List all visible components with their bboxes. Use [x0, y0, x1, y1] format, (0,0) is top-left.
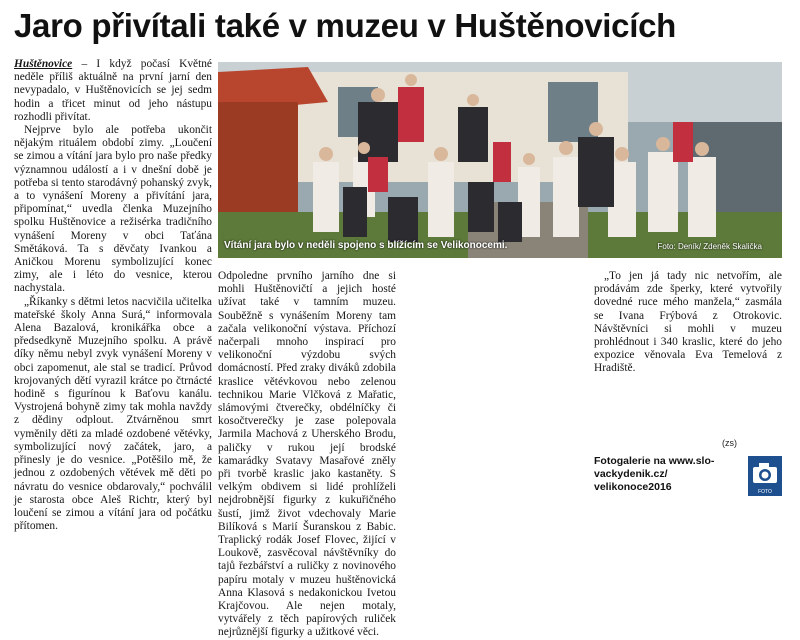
gallery-link-2[interactable]: vackydenik.cz/ [594, 468, 668, 480]
camera-icon-label: FOTO [758, 489, 772, 495]
photo-caption: Vítání jara bylo v neděli spojeno s blížícím se Velikonocemi. [224, 240, 508, 251]
article-paragraph-5: „To jen já tady nic netvořím, ale prodávám zde šperky, které vytvořily dovedné ruce mého manžela,“ zasmála se Ivana Frýbová z Otrokovic. Návštěvníci si mohli v muzeu prohlédnout i 340 kraslic, které do jeho expozice věnovala Eva Temelová z Hradiště. [594, 270, 782, 375]
article-paragraph-1: Huštěnovice – I když počasí Květné neděle příliš aktuálně na první jarní den nevypadalo, v Huštěnovicích se jej sedm hodin a třicet minut od jeho nástupu rozhodli přivítat. [14, 58, 212, 123]
author-tag: (zs) [722, 438, 737, 448]
article-paragraph-2: Nejprve bylo ale potřeba ukončit nějakým rituálem období zimy. „Loučení se zimou a vítání jara bylo pro naše předky významnou událostí a i v dnešní době je potřeba si tento starodávný pohanský zvyk, a to vynášení Moreny a přivítání jara, připomínat,“ uvedla členka Muzejního spolku Huštěnovice a režisérka tradičního vynášení Moreny v obci Taťána Smětáková. Ta s děvčaty Ivankou a Aničkou Morenu symbolizující konec zimy, ale i léto do vesnice, kterou nachystala. [14, 124, 212, 295]
gallery-label: Fotogalerie na [594, 455, 666, 467]
article-paragraph-4: Odpoledne prvního jarního dne si mohli Huštěnovičtí a jejich hosté užívat také v tamním muzeu. Souběžně s vynášením Moreny tam začala velikonoční výstava. Příchozí načerpali mnoho inspirací pro velikonoční výzdobu svých domácností. Před zraky diváků zdobila kraslice větévkovou nebo zelenou technikou Marie Vlčková z Mařatic, slámovými čtverečky, obdélníčky či kosočtverečky je zase polepovala Jarmila Machová z Uherského Brodu, paličky v rukou její brodské kamarádky Svatavy Masařové zněly při tvorbě kraslic jako kastaněty. S velkým obdivem si lidé prohlíželi nejdrobnější figurky z kukuřičného šustí, jimž život vdechovaly Marie Bilíková s Marií Šuranskou z Babic. Traplický rodák Josef Flovec, žijící v Loukově, zasvěcoval návštěvníky do tajů řezbářství a ruličky z novinového papíru motaly v muzeu huštěnovická Anna Klasová s nedakonickou Ivetou Krajčovou. Ale nejen motaly, vytvářely z těch papírových ruliček nejrůznější figurky a užitkové věci. [218, 270, 396, 639]
article-photo [218, 62, 782, 258]
article-column-2 [218, 270, 396, 639]
camera-icon [748, 456, 782, 496]
article-paragraph-3: „Říkanky s dětmi letos nacvičila učitelka mateřské školy Anna Surá,“ informovala Alena Bazalová, kronikářka obce a předsedkyně Muzejního spolku. A právě díky němu nebyl zvyk vynášení Moreny v obci zapomenut, ale stal se tradicí. Průvod krojovaných dětí vyrazil krátce po čtrnácté hodině s figurínou k Baťovu kanálu. Vystrojená bohyně zimy tak mohla navždy z dědiny odplout. Ztvárněnou smrt vyměnily děti za mladé ozdobené větévky, symbolizující nový začátek, jaro, a přinesly je do vesnice. „Potěšilo mě, že jednou z ozdobených větévek mě děti po návratu do vesnice obdarovaly,“ pochválil je starosta obce Aleš Richtr, který byl loučení se zimou a vítání jara od počátku přítomen. [14, 295, 212, 533]
headline: Jaro přivítali také v muzeu v Huštěnovicích [14, 7, 677, 44]
gallery-link-3[interactable]: velikonoce2016 [594, 481, 672, 493]
dateline: Huštěnovice [14, 58, 73, 70]
article-column-4 [594, 270, 782, 440]
article-column-1 [14, 58, 212, 533]
photo-credit: Foto: Deník/ Zdeněk Skalička [657, 242, 762, 251]
article-column-3 [404, 270, 586, 505]
gallery-link[interactable]: www.slo- [668, 455, 715, 467]
gallery-promo [594, 455, 744, 494]
photo-illustration [218, 62, 782, 258]
